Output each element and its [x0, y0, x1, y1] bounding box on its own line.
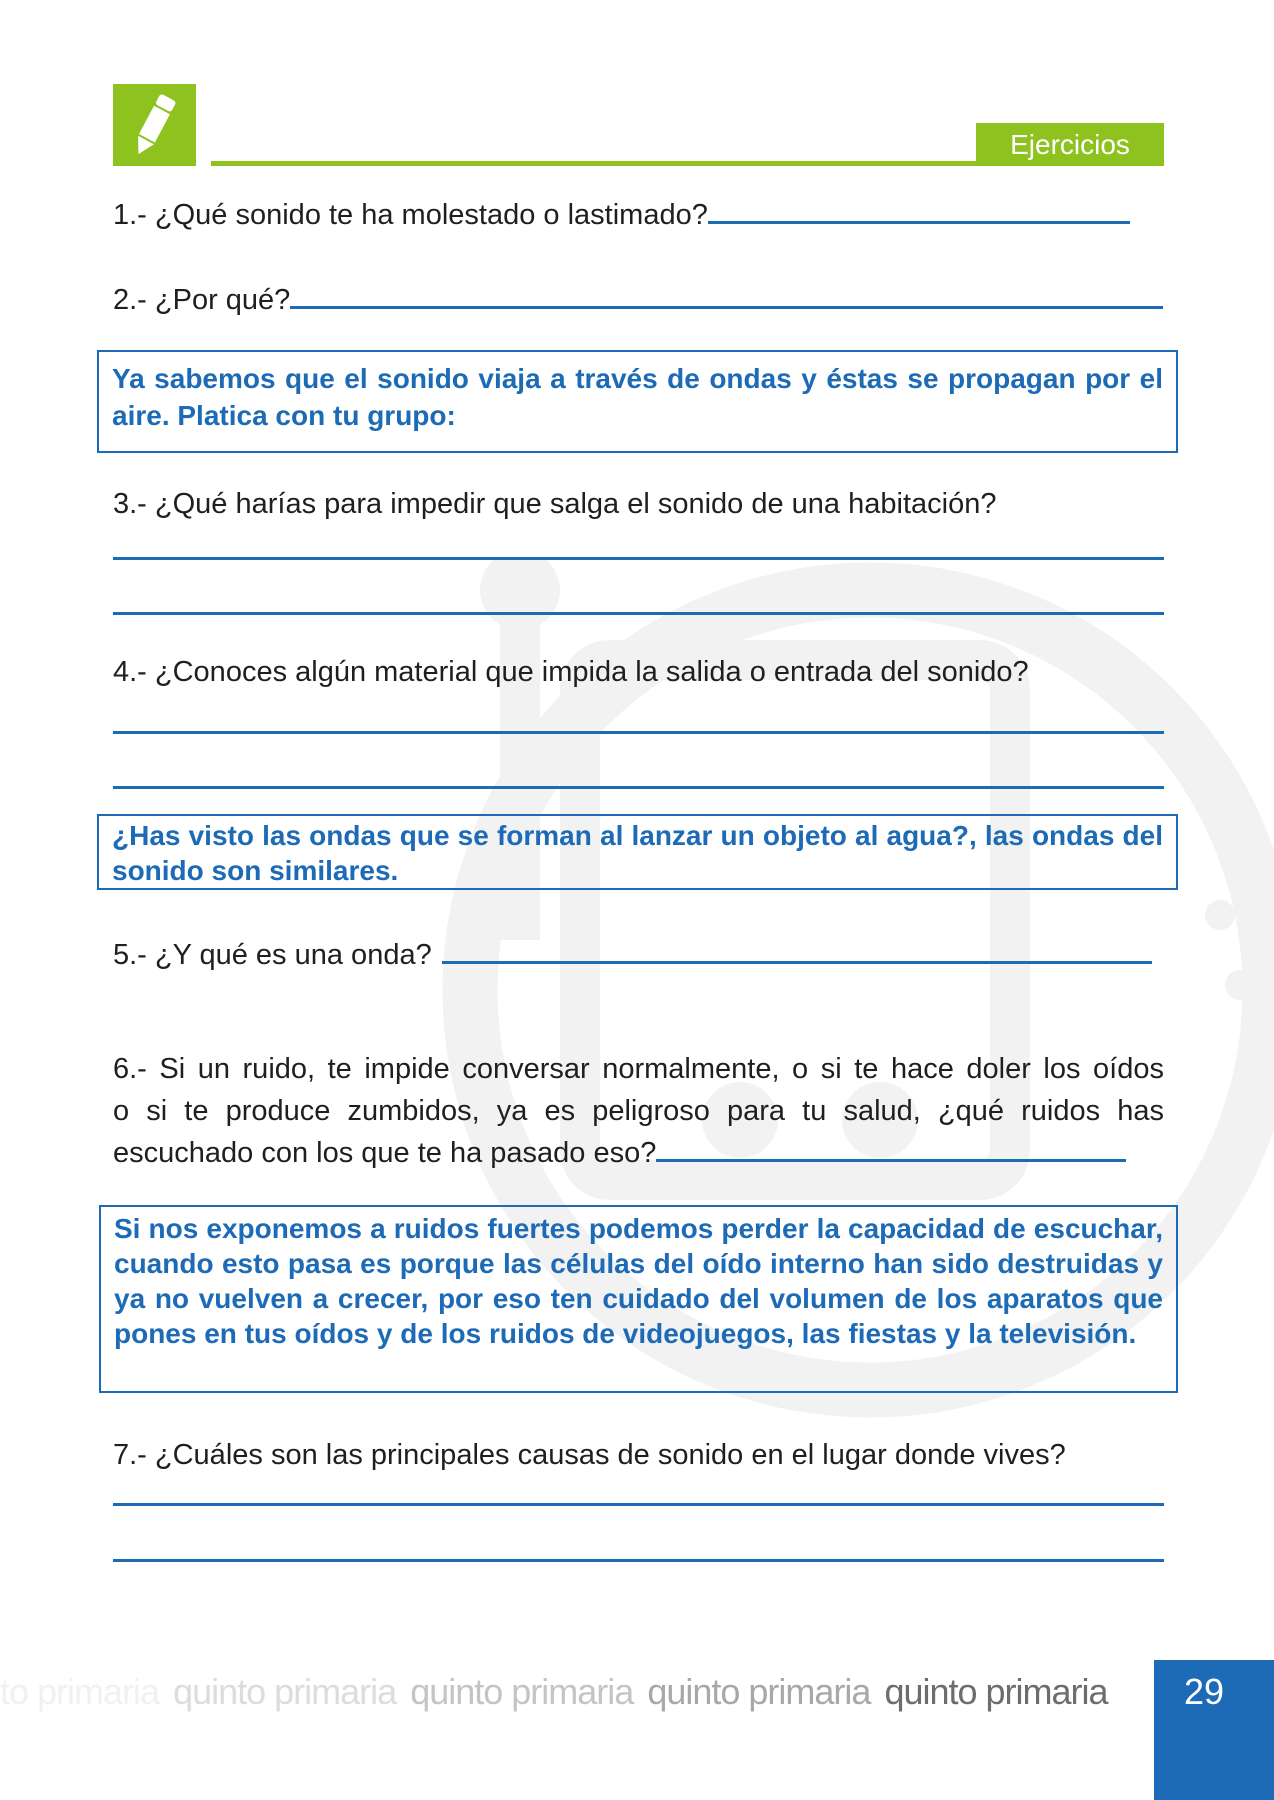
footer-grade-label [0, 1660, 1154, 1724]
header-rule [211, 161, 976, 166]
page-number: 29 [1183, 1671, 1225, 1712]
question-4-answer-line-1[interactable] [113, 731, 1164, 734]
question-1-text: 1.- ¿Qué sonido te ha molestado o lastimado? [113, 199, 708, 231]
question-6-answer-line[interactable] [656, 1159, 1126, 1162]
footer-repeat-5: quinto primaria [884, 1671, 1108, 1712]
question-2-text: 2.- ¿Por qué? [113, 284, 291, 316]
info-box-hearing-damage [99, 1205, 1178, 1393]
question-5-text: 5.- ¿Y qué es una onda? [113, 939, 432, 971]
info-box-water-waves [97, 814, 1178, 890]
footer-repeat-4: quinto primaria [647, 1671, 871, 1712]
info-box-water-waves-text: ¿Has visto las ondas que se forman al lanzar un objeto al agua?, las ondas del sonido son similares. [112, 820, 1163, 886]
question-1 [113, 194, 1130, 236]
footer-repeat-3: quinto primaria [410, 1671, 634, 1712]
info-box-waves [97, 350, 1178, 453]
pencil-icon [113, 84, 196, 166]
question-6-line-1: 6.- Si un ruido, te impide conversar normalmente, o si te hace doler los oídos [113, 1053, 1164, 1085]
question-7-answer-line-2[interactable] [113, 1559, 1164, 1562]
footer-repeat-2: quinto primaria [173, 1671, 397, 1712]
footer-repeat-1: to primaria [0, 1671, 160, 1712]
question-7-answer-line-1[interactable] [113, 1503, 1164, 1506]
question-3-answer-line-2[interactable] [113, 612, 1164, 615]
question-6-line-3 [113, 1132, 1126, 1174]
pencil-icon-box [113, 84, 196, 166]
question-3-answer-line-1[interactable] [113, 557, 1164, 560]
question-2-answer-line[interactable] [290, 306, 1163, 309]
question-3-text: 3.- ¿Qué harías para impedir que salga el sonido de una habitación? [113, 488, 997, 520]
question-7-text: 7.- ¿Cuáles son las principales causas de sonido en el lugar donde vives? [113, 1439, 1066, 1471]
section-tab: Ejercicios [976, 123, 1164, 166]
question-4-text: 4.- ¿Conoces algún material que impida la salida o entrada del sonido? [113, 656, 1029, 688]
question-5-answer-line[interactable] [442, 961, 1152, 964]
info-box-waves-text: Ya sabemos que el sonido viaja a través de ondas y éstas se propagan por el aire. Platica con tu grupo: [112, 363, 1163, 431]
question-6-line-2: o si te produce zumbidos, ya es peligroso para tu salud, ¿qué ruidos has [113, 1095, 1164, 1127]
question-6-text-end: escuchado con los que te ha pasado eso? [113, 1137, 657, 1169]
question-2 [113, 279, 1163, 321]
question-4-answer-line-2[interactable] [113, 786, 1164, 789]
info-box-hearing-damage-text: Si nos exponemos a ruidos fuertes podemos perder la capacidad de escuchar, cuando esto pasa es porque las células del oído interno han sido destruidas y ya no vuelven a crecer, por eso ten cuidado del volumen de los aparatos que pones en tus oídos y de los ruidos de videojuegos, las fiestas y la televisión. [114, 1213, 1163, 1349]
question-1-answer-line[interactable] [708, 221, 1130, 224]
question-5 [113, 934, 1152, 976]
